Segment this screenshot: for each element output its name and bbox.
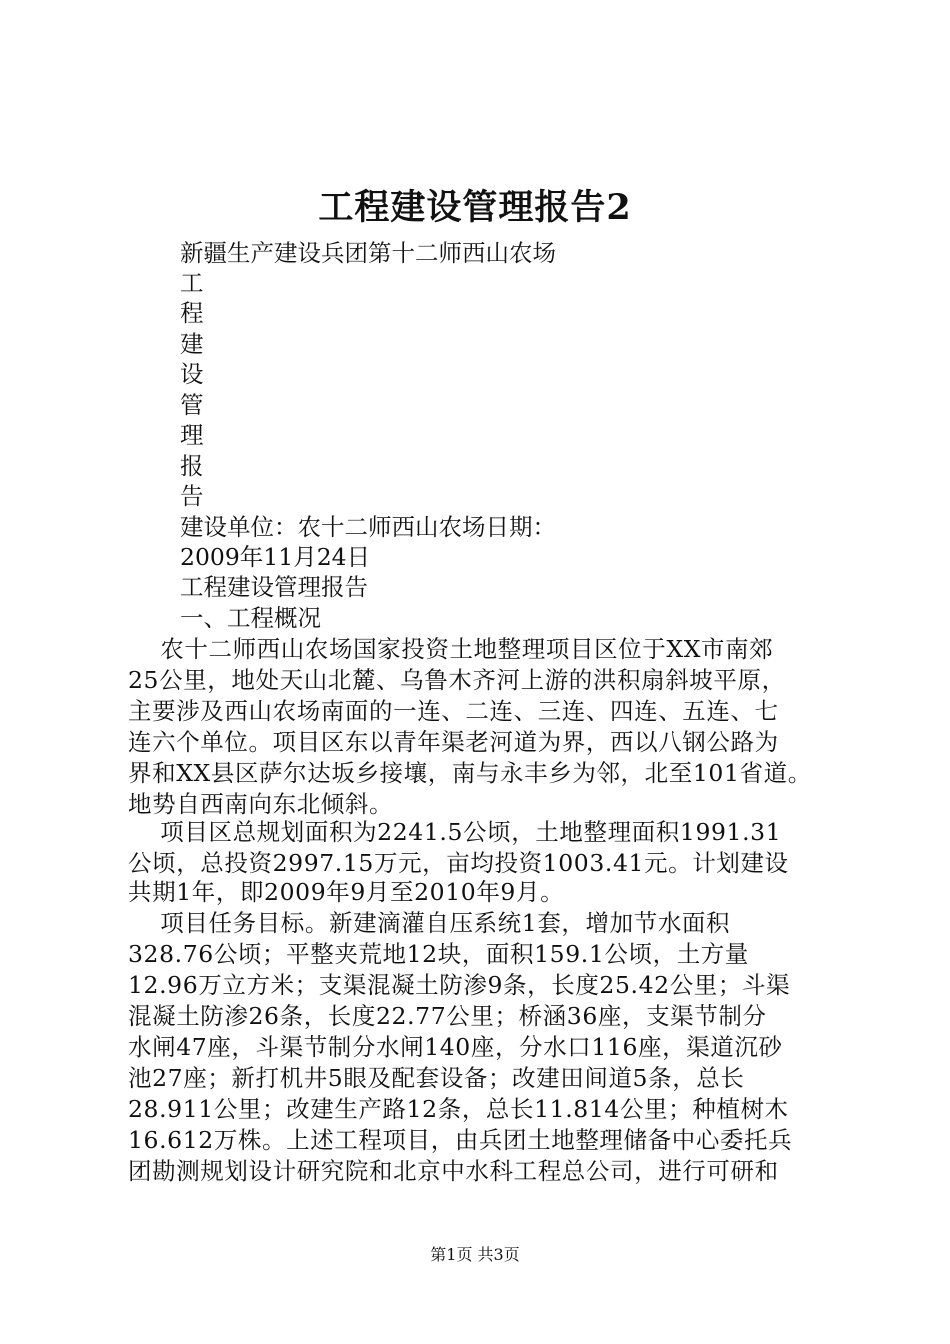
vertical-char: 管 (180, 391, 204, 419)
subtitle: 工程建设管理报告 (180, 573, 368, 601)
paragraph-line: 项目区总规划面积为2241.5公顷，土地整理面积1991.31 (128, 818, 782, 846)
vertical-char: 理 (180, 421, 204, 449)
vertical-char: 建 (180, 330, 204, 358)
paragraph-line: 12.96万立方米；支渠混凝土防渗9条，长度25.42公里；斗渠 (128, 971, 791, 999)
paragraph-line: 28.911公里；改建生产路12条，总长11.814公里；种植树木 (128, 1095, 789, 1123)
paragraph-line: 328.76公顷；平整夹荒地12块，面积159.1公顷，土方量 (128, 940, 750, 968)
paragraph-line: 池27座；新打机井5眼及配套设备；改建田间道5条，总长 (128, 1064, 745, 1092)
paragraph-line: 地势自西南向东北倾斜。 (128, 790, 394, 818)
paragraph-line: 项目任务目标。新建滴灌自压系统1套，增加节水面积 (128, 909, 731, 937)
paragraph-line: 界和XX县区萨尔达坂乡接壤，南与永丰乡为邻，北至101省道。 (128, 759, 812, 787)
paragraph-line: 水闸47座，斗渠节制分水闸140座，分水口116座，渠道沉砂 (128, 1033, 783, 1061)
paragraph-line: 农十二师西山农场国家投资土地整理项目区位于XX市南郊 (128, 635, 774, 663)
vertical-char: 程 (180, 299, 204, 327)
paragraph-line: 16.612万株。上述工程项目，由兵团土地整理储备中心委托兵 (128, 1126, 793, 1154)
organization-name: 新疆生产建设兵团第十二师西山农场 (180, 239, 556, 267)
paragraph-line: 连六个单位。项目区东以青年渠老河道为界，西以八钢公路为 (128, 728, 779, 756)
paragraph-line: 共期1年，即2009年9月至2010年9月。 (128, 878, 565, 906)
vertical-char: 设 (180, 360, 204, 388)
paragraph-line: 主要涉及西山农场南面的一连、二连、三连、四连、五连、七 (128, 697, 779, 725)
vertical-char: 工 (180, 269, 204, 297)
vertical-char: 告 (180, 482, 204, 510)
paragraph-line: 团勘测规划设计研究院和北京中水科工程总公司，进行可研和 (128, 1157, 779, 1185)
date-line: 2009年11月24日 (180, 543, 371, 571)
document-title: 工程建设管理报告2 (318, 187, 632, 228)
paragraph-line: 25公里，地处天山北麓、乌鲁木齐河上游的洪积扇斜坡平原， (128, 666, 786, 694)
page-footer: 第1页 共3页 (430, 1245, 520, 1264)
section-heading: 一、工程概况 (180, 604, 321, 632)
vertical-char: 报 (180, 452, 204, 480)
paragraph-line: 公顷，总投资2997.15万元，亩均投资1003.41元。计划建设 (128, 849, 789, 877)
construction-unit-line: 建设单位：农十二师西山农场日期： (180, 513, 556, 541)
paragraph-line: 混凝土防渗26条，长度22.77公里；桥涵36座，支渠节制分 (128, 1002, 767, 1030)
